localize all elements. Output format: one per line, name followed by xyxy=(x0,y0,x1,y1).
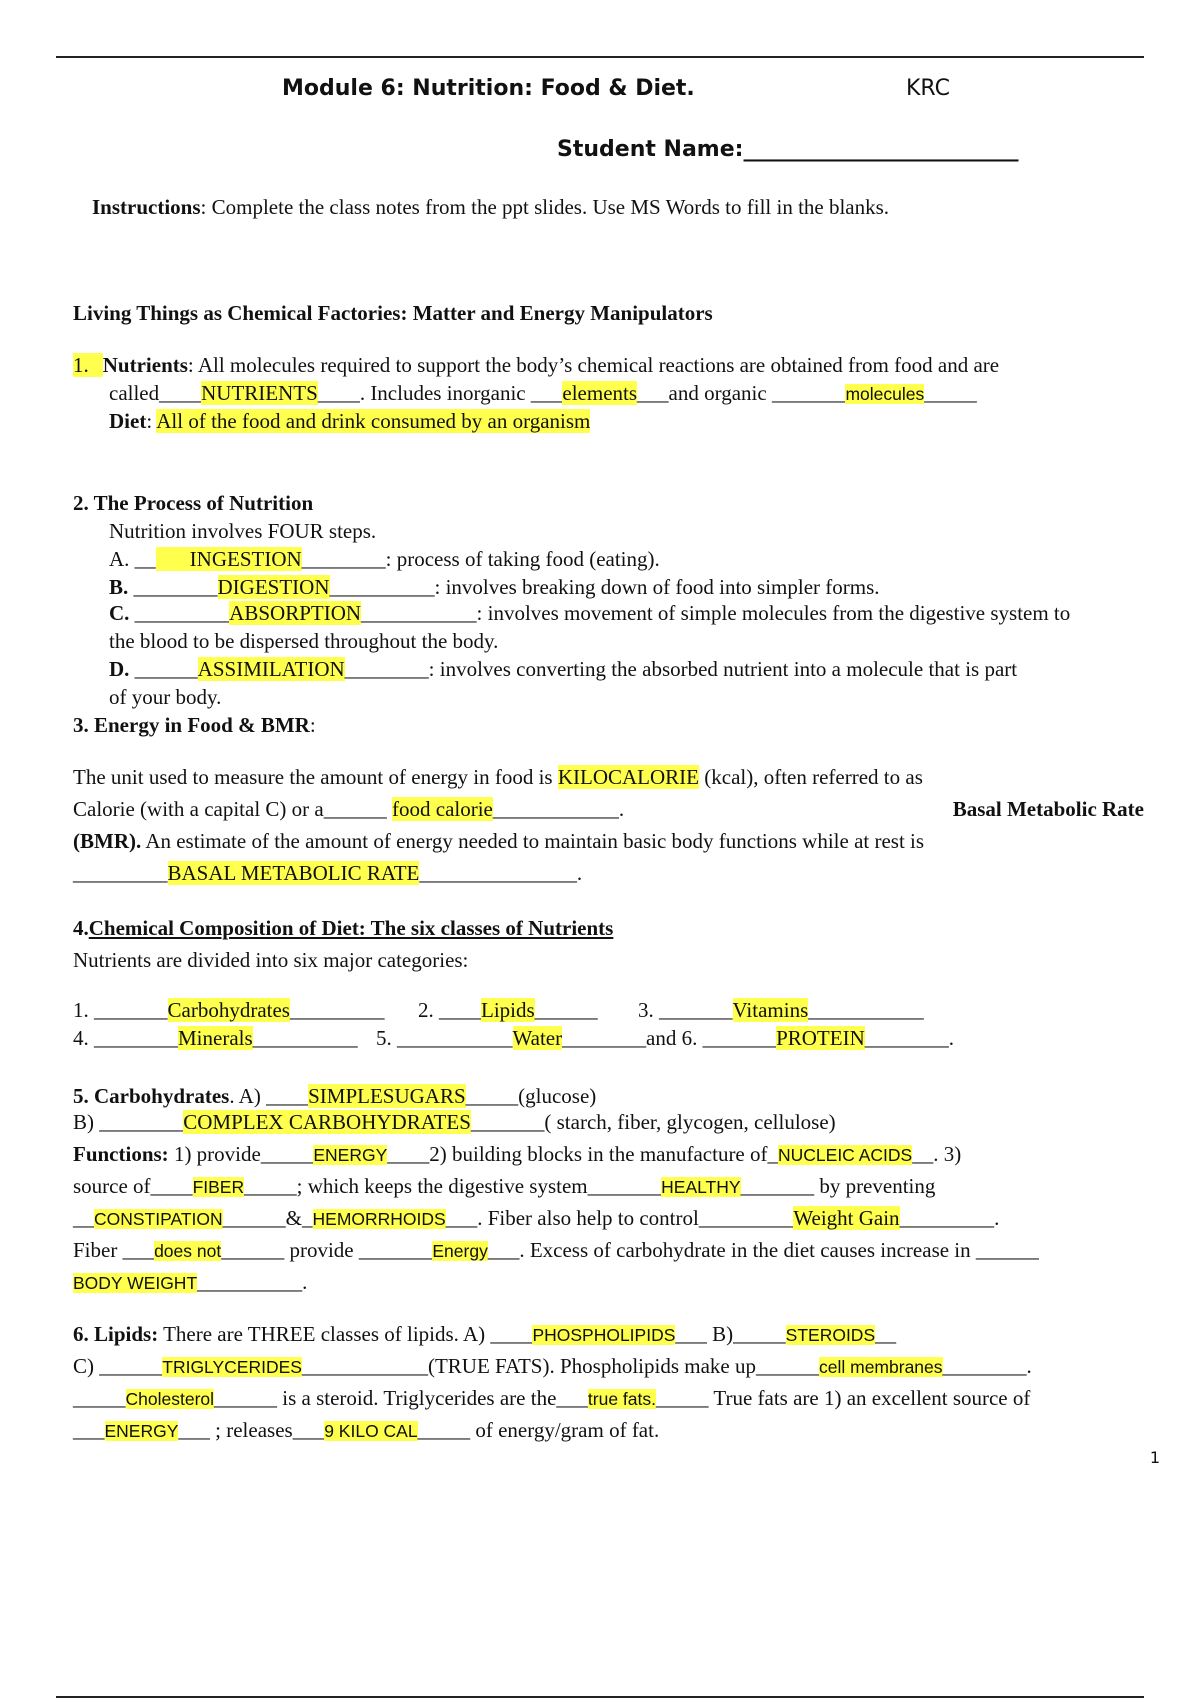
answer-does-not[interactable]: does not xyxy=(154,1241,222,1261)
s6-heading: 6. Lipids: xyxy=(73,1322,159,1346)
s5-text: 1) provide_____ xyxy=(168,1142,314,1166)
s4-intro: Nutrients are divided into six major categories: xyxy=(73,948,469,972)
bottom-rule xyxy=(56,1696,1144,1698)
s5-text: _____(glucose) xyxy=(465,1084,597,1108)
s4-text: 4. ________ xyxy=(73,1026,178,1050)
s2-step-b xyxy=(109,574,880,600)
page-number: 1 xyxy=(1149,1448,1160,1467)
answer-elements[interactable]: elements xyxy=(562,381,638,405)
bmr-abbr: (BMR). xyxy=(73,829,142,853)
s4-text: 2. ____ xyxy=(418,998,481,1022)
answer-energy[interactable]: ENERGY xyxy=(313,1145,388,1165)
instructions-text: : Complete the class notes from the ppt slides. Use MS Words to fill in the blanks. xyxy=(200,195,890,219)
answer-healthy[interactable]: HEALTHY xyxy=(661,1177,741,1197)
s3-text: (kcal), often referred to as xyxy=(699,765,923,789)
s2-step-c-cont: the blood to be dispersed throughout the body. xyxy=(109,629,499,653)
s4-text: ________ xyxy=(562,1026,647,1050)
s3-line-2 xyxy=(73,796,624,822)
s6-text: ___ ; releases___ xyxy=(178,1418,325,1442)
answer-complex-carbohydrates[interactable]: COMPLEX CARBOHYDRATES xyxy=(183,1110,471,1134)
s3-heading-text: 3. Energy in Food & BMR xyxy=(73,713,310,737)
s6-line-4 xyxy=(73,1417,659,1444)
s1-text: _____ xyxy=(924,381,977,405)
bmr-term: Basal Metabolic Rate xyxy=(952,797,1144,821)
answer-steroids[interactable]: STEROIDS xyxy=(785,1325,876,1345)
s5-line-5 xyxy=(73,1205,999,1232)
s4-text: and 6. _______ xyxy=(646,1026,777,1050)
section-heading-intro: Living Things as Chemical Factories: Matter and Energy Manipulators xyxy=(73,301,713,325)
s4-item-3 xyxy=(638,997,924,1023)
s3-line-1 xyxy=(73,764,923,790)
s2-text: _________ xyxy=(129,601,230,625)
answer-lipids[interactable]: Lipids xyxy=(481,998,535,1022)
s6-text: There are THREE classes of lipids. A) ____ xyxy=(158,1322,533,1346)
s3-text: _________ xyxy=(73,861,168,885)
answer-kilocalorie[interactable]: KILOCALORIE xyxy=(557,765,699,789)
s5-text: __________. xyxy=(197,1270,308,1294)
answer-hemorrhoids[interactable]: HEMORRHOIDS xyxy=(312,1209,446,1229)
s2-text: ________ xyxy=(128,575,218,599)
s5-text: Fiber ___ xyxy=(73,1238,155,1262)
s4-item-5 xyxy=(376,1025,646,1051)
s4-text: _________ xyxy=(289,998,385,1022)
answer-triglycerides[interactable]: TRIGLYCERIDES xyxy=(162,1357,302,1377)
answer-cell-membranes[interactable]: cell membranes xyxy=(819,1357,943,1377)
author-initials: KRC xyxy=(906,76,950,101)
answer-nutrients[interactable]: NUTRIENTS xyxy=(201,381,318,405)
s4-text: ______ xyxy=(534,998,598,1022)
s4-item-2 xyxy=(418,997,598,1023)
s4-text: 1. _______ xyxy=(73,998,168,1022)
page-title: Module 6: Nutrition: Food & Diet. xyxy=(282,76,695,101)
s1-text: called____ xyxy=(109,381,202,405)
s1-text: ___and organic _______ xyxy=(637,381,846,405)
student-name-text: Student Name: xyxy=(557,137,744,162)
s6-text: ______ is a steroid. Triglycerides are the___ xyxy=(214,1386,588,1410)
s3-line-3 xyxy=(73,828,924,854)
s5-text: ___. Excess of carbohydrate in the diet causes increase in ______ xyxy=(487,1238,1039,1262)
s5-text: __ xyxy=(73,1206,94,1230)
s6-text: ____________(TRUE FATS). Phospholipids make up______ xyxy=(301,1354,819,1378)
s5-text: _______( starch, fiber, glycogen, cellulose) xyxy=(470,1110,836,1134)
s6-text: ___ xyxy=(73,1418,105,1442)
answer-carbohydrates[interactable]: Carbohydrates xyxy=(167,998,290,1022)
answer-protein[interactable]: PROTEIN xyxy=(776,1026,865,1050)
s3-text: The unit used to measure the amount of energy in food is xyxy=(73,765,558,789)
s5-text: __. 3) xyxy=(912,1142,962,1166)
answer-assimilation[interactable]: ASSIMILATION xyxy=(197,657,345,681)
s5-line-3 xyxy=(73,1141,961,1168)
s3-line-4 xyxy=(73,860,582,886)
s5-line-4 xyxy=(73,1173,935,1200)
s6-text: C) ______ xyxy=(73,1354,163,1378)
answer-ingestion[interactable]: INGESTION xyxy=(156,547,302,571)
top-rule xyxy=(56,56,1144,58)
s2-heading: 2. The Process of Nutrition xyxy=(73,491,314,515)
student-name-field[interactable]: _________________________ xyxy=(743,137,1019,162)
answer-weight-gain[interactable]: Weight Gain xyxy=(793,1206,900,1230)
answer-molecules[interactable]: molecules xyxy=(845,384,925,404)
s2-text: D. xyxy=(109,657,130,681)
answer-phospholipids[interactable]: PHOSPHOLIPIDS xyxy=(532,1325,676,1345)
s3-heading-colon: : xyxy=(309,713,316,737)
s2-text: C. xyxy=(109,601,130,625)
s5-heading: 5. Carbohydrates xyxy=(73,1084,230,1108)
answer-diet[interactable]: All of the food and drink consumed by an organism xyxy=(156,409,591,433)
s5-text: . A) ____ xyxy=(229,1084,309,1108)
s6-line-1 xyxy=(73,1321,896,1348)
s6-line-2 xyxy=(73,1353,1032,1380)
s1-line-1 xyxy=(73,352,999,378)
answer-energy-3[interactable]: ENERGY xyxy=(104,1421,179,1441)
s3-text: An estimate of the amount of energy needed to maintain basic body functions while at rest is xyxy=(141,829,925,853)
s6-text: _____ of energy/gram of fat. xyxy=(417,1418,660,1442)
s4-heading xyxy=(73,915,613,941)
s2-text: ______ xyxy=(129,657,198,681)
answer-food-calorie[interactable]: food calorie xyxy=(392,797,493,821)
answer-true-fats[interactable]: true fats. xyxy=(587,1389,656,1409)
s4-text: 3. _______ xyxy=(638,998,733,1022)
s5-line-1 xyxy=(73,1083,596,1109)
s3-text: ____________. xyxy=(492,797,625,821)
s5-line-6 xyxy=(73,1237,1039,1264)
s2-text: __________: involves breaking down of food into simpler forms. xyxy=(329,575,880,599)
s5-text: source of____ xyxy=(73,1174,193,1198)
s6-text: ________. xyxy=(942,1354,1032,1378)
answer-energy-2[interactable]: Energy xyxy=(432,1241,488,1261)
student-name-label xyxy=(557,137,1018,162)
s1-text: ____. Includes inorganic ___ xyxy=(317,381,563,405)
s5-line-2 xyxy=(73,1109,836,1135)
s6-text: __ xyxy=(875,1322,897,1346)
s2-intro: Nutrition involves FOUR steps. xyxy=(109,519,377,543)
s5-text: ___. Fiber also help to control_________ xyxy=(445,1206,794,1230)
functions-label: Functions: xyxy=(73,1142,169,1166)
s1-number: 1. xyxy=(73,353,103,377)
answer-vitamins[interactable]: Vitamins xyxy=(732,998,809,1022)
answer-9-kilo-cal[interactable]: 9 KILO CAL xyxy=(324,1421,418,1441)
answer-digestion[interactable]: DIGESTION xyxy=(217,575,330,599)
diet-label: Diet xyxy=(109,409,147,433)
s5-text: _________. xyxy=(899,1206,1000,1230)
answer-body-weight[interactable]: BODY WEIGHT xyxy=(73,1273,198,1293)
s5-text: _______ by preventing xyxy=(740,1174,936,1198)
instructions-label: Instructions xyxy=(92,195,201,219)
s1-text: : xyxy=(146,409,157,433)
answer-minerals[interactable]: Minerals xyxy=(178,1026,253,1050)
answer-simple-sugars[interactable]: SIMPLESUGARS xyxy=(308,1084,466,1108)
instructions xyxy=(92,194,889,220)
answer-water[interactable]: Water xyxy=(512,1026,563,1050)
s5-text: B) ________ xyxy=(73,1110,184,1134)
answer-bmr[interactable]: BASAL METABOLIC RATE xyxy=(167,861,420,885)
s3-text: _______________. xyxy=(419,861,583,885)
s2-text: A. __ xyxy=(109,547,156,571)
s6-line-3 xyxy=(73,1385,1030,1412)
answer-cholesterol[interactable]: Cholesterol xyxy=(125,1389,215,1409)
s5-text: ______ provide _______ xyxy=(221,1238,433,1262)
s6-text: ___ B)_____ xyxy=(675,1322,786,1346)
s5-line-7 xyxy=(73,1269,307,1296)
answer-fiber[interactable]: FIBER xyxy=(192,1177,245,1197)
s3-text: Calorie (with a capital C) or a______ xyxy=(73,797,392,821)
s4-text: __________ xyxy=(252,1026,358,1050)
s2-text: ___________: involves movement of simple molecules from the digestive system to xyxy=(361,601,1071,625)
s1-line-3 xyxy=(109,408,590,434)
s2-step-c xyxy=(109,600,1070,626)
s1-term: Nutrients xyxy=(102,353,188,377)
s2-step-d-cont: of your body. xyxy=(109,685,222,709)
s4-heading-text: Chemical Composition of Diet: The six classes of Nutrients xyxy=(88,916,614,940)
s5-text: ____2) building blocks in the manufacture of_ xyxy=(387,1142,778,1166)
answer-nucleic-acids[interactable]: NUCLEIC ACIDS xyxy=(778,1145,913,1165)
s6-text: _____ True fats are 1) an excellent source of xyxy=(655,1386,1031,1410)
s6-text: _____ xyxy=(73,1386,126,1410)
s2-text: ________: process of taking food (eating). xyxy=(301,547,660,571)
s4-heading-num: 4. xyxy=(73,916,89,940)
s1-text: : All molecules required to support the body’s chemical reactions are obtained from food and are xyxy=(187,353,1000,377)
s4-text: ________. xyxy=(864,1026,954,1050)
s2-step-a xyxy=(109,546,660,572)
s4-item-6 xyxy=(646,1025,954,1051)
s2-text: B. xyxy=(109,575,129,599)
s4-text: 5. ___________ xyxy=(376,1026,513,1050)
s2-step-d xyxy=(109,656,1017,682)
s5-text: ______&_ xyxy=(222,1206,313,1230)
s5-text: _____; which keeps the digestive system_______ xyxy=(244,1174,662,1198)
answer-constipation[interactable]: CONSTIPATION xyxy=(94,1209,223,1229)
s1-line-2 xyxy=(109,380,977,407)
s2-text: ________: involves converting the absorbed nutrient into a molecule that is part xyxy=(344,657,1018,681)
s4-text: ___________ xyxy=(808,998,924,1022)
answer-absorption[interactable]: ABSORPTION xyxy=(229,601,362,625)
s4-item-4 xyxy=(73,1025,358,1051)
s3-heading xyxy=(73,712,316,738)
s4-item-1 xyxy=(73,997,384,1023)
